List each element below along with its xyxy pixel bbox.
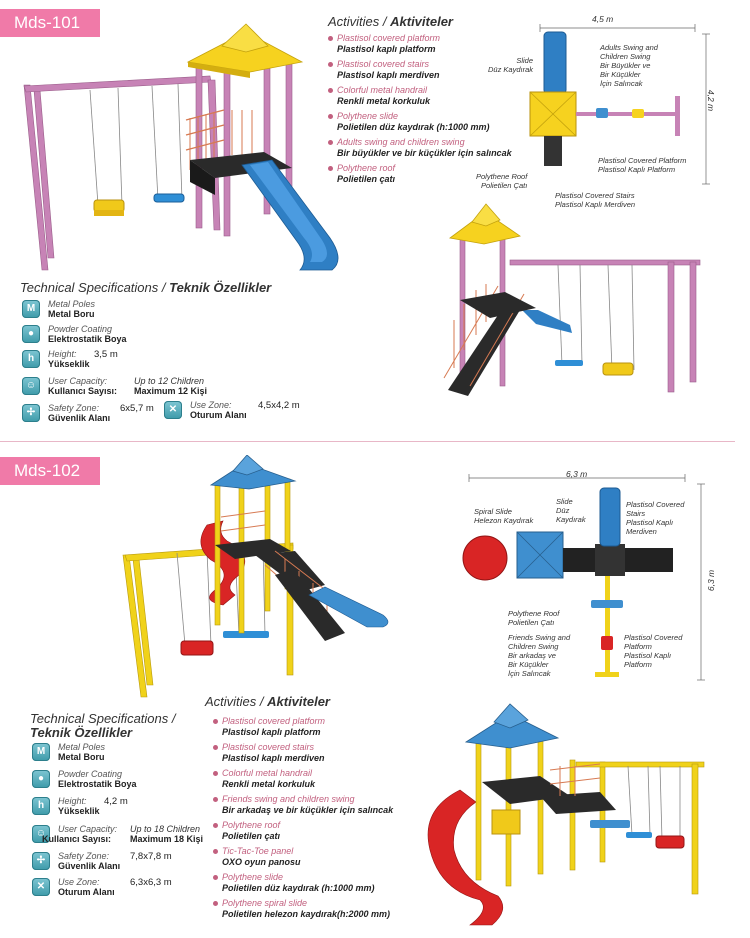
spec-use-zone: ✕ Use Zone: Oturum Alanı 4,5x4,2 m bbox=[164, 400, 324, 426]
activity-tr: Polietilen düz kaydırak (h:1000 mm) bbox=[337, 122, 490, 132]
activity-en: Polythene roof bbox=[222, 820, 281, 830]
plan-label-swing: Adults Swing and Children Swing Bir Büyükler ve Bir Küçükler İçin Salıncak bbox=[600, 43, 658, 88]
height-icon: h bbox=[22, 350, 40, 368]
activity-en: Plastisol covered stairs bbox=[222, 742, 315, 752]
activity-en: Plastisol covered platform bbox=[222, 716, 326, 726]
spec-powder-coating: ● Powder Coating Elektrostatik Boya bbox=[22, 324, 222, 350]
section-divider bbox=[0, 441, 735, 442]
activity-en: Polythene slide bbox=[222, 872, 284, 882]
plan-label-stairs: Plastisol Covered Stairs Plastisol Kaplı Merdiven bbox=[626, 500, 685, 536]
activity-tr: Plastisol kaplı platform bbox=[222, 727, 321, 737]
activity-item bbox=[328, 137, 538, 159]
spec-metal-poles: M Metal Poles Metal Boru bbox=[32, 742, 232, 768]
activity-en: Colorful metal handrail bbox=[222, 768, 313, 778]
plan-label-platform: Plastisol Covered Platform Plastisol Kaplı Platform bbox=[624, 633, 683, 669]
activity-item bbox=[213, 794, 428, 816]
spec-safety-zone: ✢ Safety Zone: Güvenlik Alanı 6x5,7 m bbox=[22, 403, 162, 429]
activity-en: Plastisol covered stairs bbox=[337, 59, 430, 69]
activity-tr: Renkli metal korkuluk bbox=[222, 779, 316, 789]
product-image-mds-101-alt bbox=[440, 200, 705, 415]
safety-zone-icon: ✢ bbox=[32, 852, 50, 870]
powder-coating-icon: ● bbox=[32, 770, 50, 788]
plan-width: 6,3 m bbox=[566, 469, 588, 479]
activity-item bbox=[328, 85, 538, 107]
plan-label-roof: Polythene Roof Polietilen Çatı bbox=[508, 609, 560, 627]
activity-item bbox=[328, 33, 538, 55]
metal-poles-icon: M bbox=[32, 743, 50, 761]
activity-item bbox=[213, 768, 428, 790]
product-code-tag: Mds-102 bbox=[0, 457, 100, 485]
activity-tr: Plastisol kaplı merdiven bbox=[337, 70, 440, 80]
activity-en: Plastisol covered platform bbox=[337, 33, 441, 43]
activity-tr: Polietilen helezon kaydırak(h:2000 mm) bbox=[222, 909, 391, 919]
activity-en: Polythene slide bbox=[337, 111, 399, 121]
activity-tr: Polietilen çatı bbox=[222, 831, 281, 841]
activity-en: Adults swing and children swing bbox=[337, 137, 465, 147]
height-icon: h bbox=[32, 797, 50, 815]
use-zone-icon: ✕ bbox=[32, 878, 50, 896]
top-view-plan-mds-102 bbox=[455, 470, 735, 685]
product-image-mds-102-alt bbox=[410, 700, 710, 930]
spec-powder-coating: ● Powder Coating Elektrostatik Boya bbox=[32, 769, 232, 795]
spec-height: h Height: Yükseklik 3,5 m bbox=[22, 349, 222, 375]
technical-specifications-title: Technical Specifications / Teknik Özellikler bbox=[30, 711, 176, 740]
user-capacity-icon: ☺ bbox=[32, 825, 50, 843]
plan-depth: 4,2 m bbox=[706, 89, 717, 112]
spec-metal-poles: M Metal Poles Metal Boru bbox=[22, 299, 222, 325]
activity-item bbox=[213, 716, 428, 738]
activity-tr: Plastisol kaplı platform bbox=[337, 44, 436, 54]
powder-coating-icon: ● bbox=[22, 325, 40, 343]
activity-en: Polythene spiral slide bbox=[222, 898, 308, 908]
activity-tr: Polietilen çatı bbox=[337, 174, 396, 184]
activities-title: Activities / Aktiviteler bbox=[205, 694, 330, 709]
activity-tr: Polietilen düz kaydırak (h:1000 mm) bbox=[222, 883, 375, 893]
activities-title: Activities / Aktiviteler bbox=[328, 14, 453, 29]
plan-width: 4,5 m bbox=[592, 14, 614, 24]
plan-depth: 6,3 m bbox=[706, 569, 717, 592]
activity-item bbox=[213, 820, 428, 842]
plan-label-slide: Slide Düz Kaydırak bbox=[556, 497, 586, 524]
activity-tr: OXO oyun panosu bbox=[222, 857, 301, 867]
product-code-tag: Mds-101 bbox=[0, 9, 100, 37]
plan-label-spiral-slide: Spiral Slide Helezon Kaydırak bbox=[474, 507, 534, 525]
metal-poles-icon: M bbox=[22, 300, 40, 318]
technical-specifications-title: Technical Specifications / Teknik Özellikler bbox=[20, 280, 272, 295]
spec-safety-zone: ✢ Safety Zone: Güvenlik Alanı 7,8x7,8 m bbox=[32, 851, 222, 877]
activity-item bbox=[213, 742, 428, 764]
activity-tr: Renkli metal korkuluk bbox=[337, 96, 431, 106]
activity-en: Tic-Tac-Toe panel bbox=[222, 846, 294, 856]
activity-en: Friends swing and children swing bbox=[222, 794, 355, 804]
activity-item bbox=[328, 111, 538, 133]
use-zone-icon: ✕ bbox=[164, 401, 182, 419]
spec-user-capacity: ☺ User Capacity: Kullanıcı Sayısı: Up to 12 Children Maximum 12 Kişi bbox=[22, 376, 262, 402]
plan-label-slide: Slide Düz Kaydırak bbox=[488, 56, 534, 74]
activity-en: Polythene roof bbox=[337, 163, 396, 173]
activity-en: Colorful metal handrail bbox=[337, 85, 428, 95]
activity-tr: Bir arkadaş ve bir küçükler için salıncak bbox=[222, 805, 394, 815]
activity-item bbox=[213, 846, 428, 868]
product-image-mds-102 bbox=[115, 455, 395, 700]
spec-use-zone: ✕ Use Zone: Oturum Alanı 6,3x6,3 m bbox=[32, 877, 222, 903]
activity-tr: Plastisol kaplı merdiven bbox=[222, 753, 325, 763]
activity-item bbox=[213, 872, 428, 894]
spec-user-capacity: ☺ User Capacity: Kullanıcı Sayısı: Up to 18 Children Maximum 18 Kişi bbox=[32, 824, 222, 850]
activities-list bbox=[213, 716, 428, 924]
user-capacity-icon: ☺ bbox=[22, 377, 40, 395]
plan-label-swing: Friends Swing and Children Swing Bir arkadaş ve Bir Küçükler İçin Salıncak bbox=[508, 633, 571, 678]
activity-tr: Bir büyükler ve bir küçükler için salıncak bbox=[337, 148, 512, 158]
plan-label-stairs: Plastisol Covered Stairs Plastisol Kaplı Merdiven bbox=[555, 191, 636, 209]
spec-height: h Height: Yükseklik 4,2 m bbox=[32, 796, 232, 822]
plan-label-roof: Polythene Roof Polietilen Çatı bbox=[476, 172, 528, 190]
safety-zone-icon: ✢ bbox=[22, 404, 40, 422]
plan-label-platform: Plastisol Covered Platform Plastisol Kaplı Platform bbox=[598, 156, 687, 174]
product-image-mds-101 bbox=[10, 20, 355, 275]
activity-item bbox=[213, 898, 428, 920]
